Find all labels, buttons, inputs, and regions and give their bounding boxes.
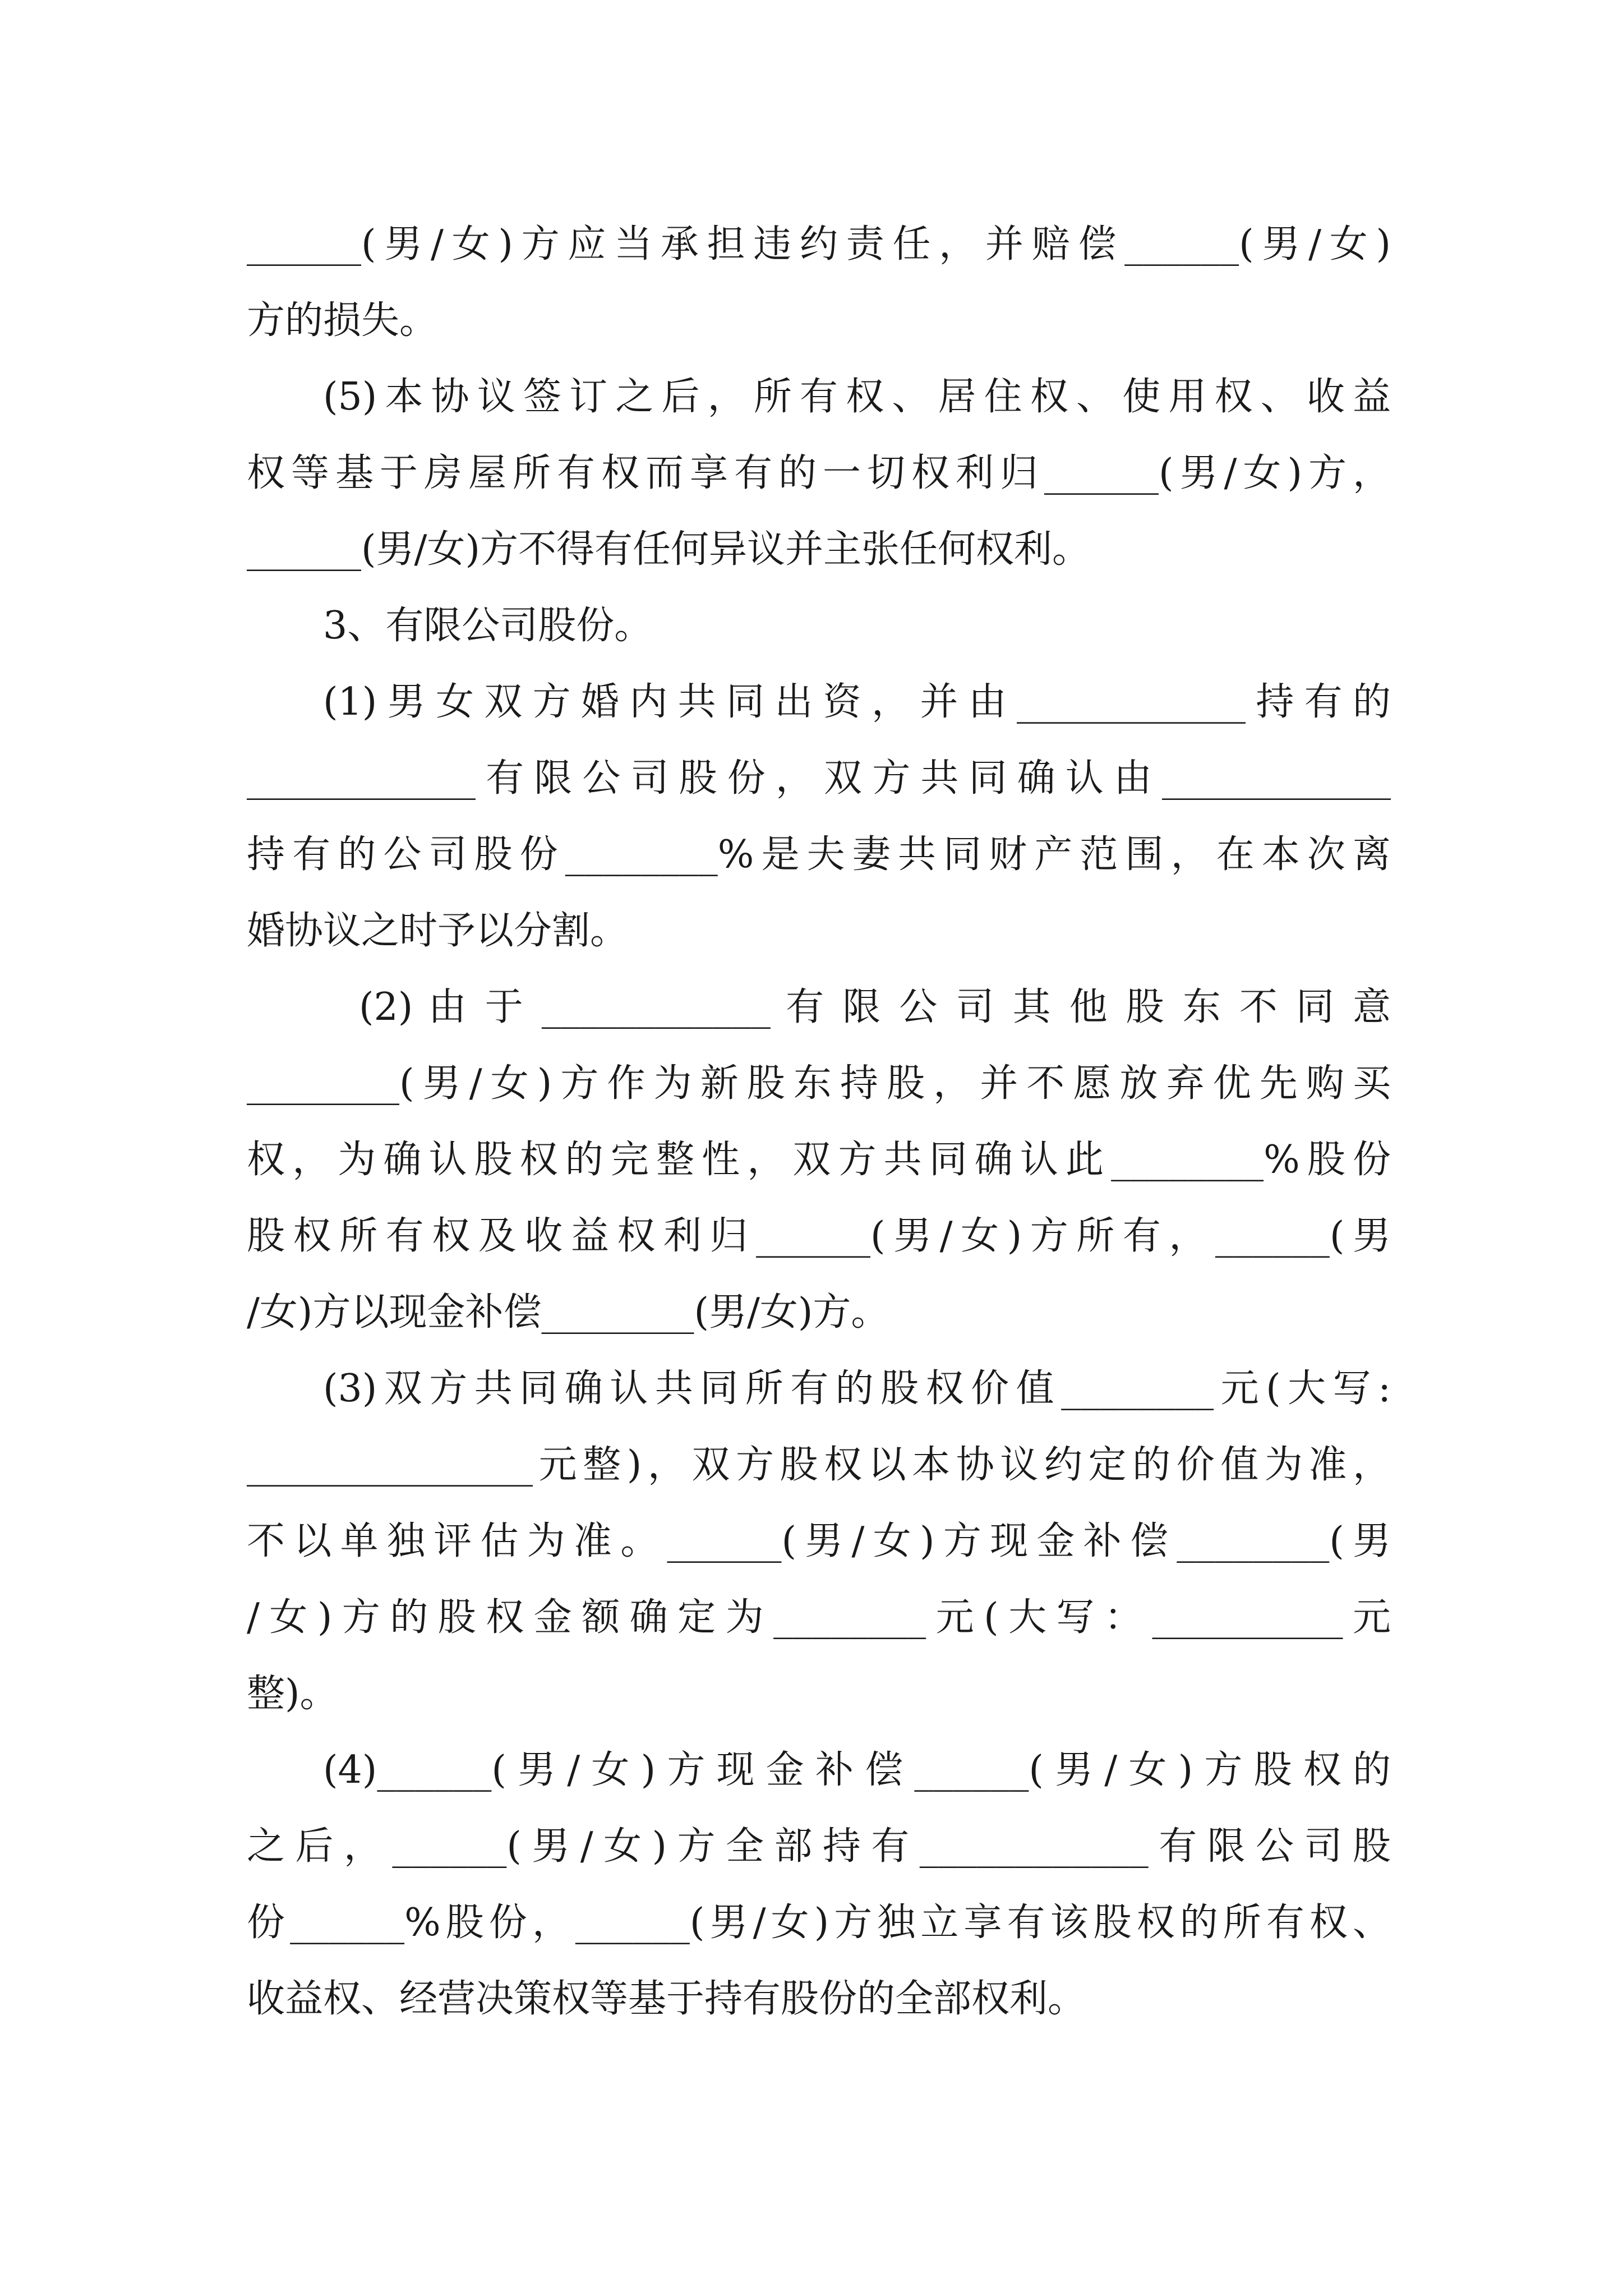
paragraph-1-start: (1)男女双方婚内共同出资，并由____________持有的: [323, 680, 1391, 724]
document-body: [247, 206, 1391, 2037]
text-line: 不以单独评估为准。______(男/女)方现金补偿________(男: [247, 1519, 1391, 1563]
text-line: 持有的公司股份________%是夫妻共同财产范围，在本次离: [247, 832, 1391, 877]
text-line: 股权所有权及收益权利归______(男/女)方所有，______(男: [247, 1214, 1391, 1258]
text-line: 收益权、经营决策权等基于持有股份的全部权利。: [247, 1977, 1086, 2021]
text-line: /女)方以现金补偿________(男/女)方。: [247, 1290, 889, 1335]
text-line: ______(男/女)方不得有任何异议并主张任何权利。: [247, 527, 1090, 572]
text-line: ________(男/女)方作为新股东持股，并不愿放弃优先购买: [247, 1061, 1391, 1106]
paragraph-4-start: (4)______(男/女)方现金补偿______(男/女)方股权的: [323, 1748, 1391, 1792]
text-line: 权等基于房屋所有权而享有的一切权利归______(男/女)方，: [247, 451, 1391, 495]
paragraph-5-start: (5)本协议签订之后，所有权、居住权、使用权、收益: [323, 375, 1391, 419]
text-line: 之后，______(男/女)方全部持有____________有限公司股: [247, 1824, 1391, 1869]
text-line: 婚协议之时予以分割。: [247, 909, 629, 953]
text-line: 权，为确认股权的完整性，双方共同确认此________%股份: [247, 1138, 1391, 1182]
text-line: ____________有限公司股份，双方共同确认由____________: [247, 756, 1391, 800]
text-line: 份______%股份，______(男/女)方独立享有该股权的所有权、: [247, 1901, 1391, 1945]
text-line: 整)。: [247, 1672, 338, 1716]
text-line: ______(男/女)方应当承担违约责任，并赔偿______(男/女): [247, 222, 1391, 266]
paragraph-2-start: (2) 由 于 ____________ 有 限 公 司 其 他 股 东 不 同 意: [359, 985, 1391, 1029]
text-line: 方的损失。: [247, 298, 438, 343]
section-heading-3: 3、有限公司股份。: [323, 604, 653, 648]
text-line: _______________元整)，双方股权以本协议约定的价值为准，: [247, 1443, 1391, 1487]
text-line: /女)方的股权金额确定为________元(大写：__________元: [247, 1595, 1391, 1640]
paragraph-3-start: (3)双方共同确认共同所有的股权价值________元(大写:: [323, 1366, 1391, 1411]
